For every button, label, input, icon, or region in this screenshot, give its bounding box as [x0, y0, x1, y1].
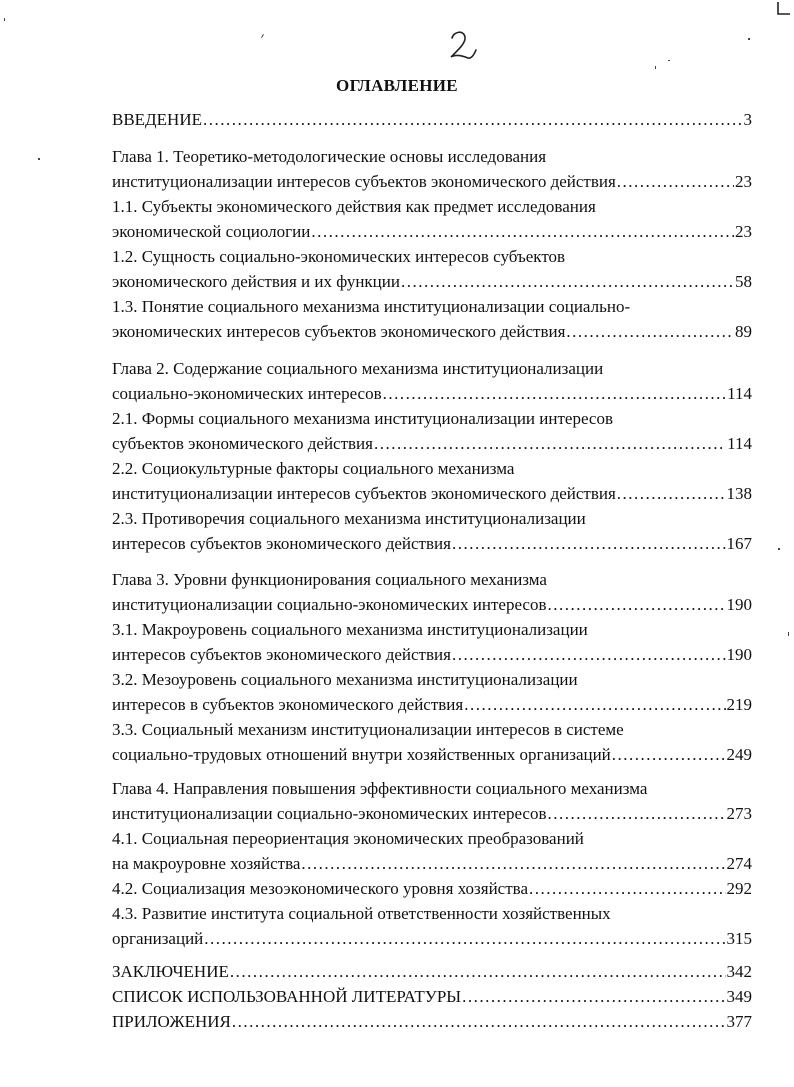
section-4-1-title: 4.1. Социальная переориентация экономических преобразований — [112, 829, 584, 848]
entry-page: 138 — [726, 484, 752, 503]
section-2-2-cont — [112, 484, 752, 504]
entry-page: 274 — [726, 854, 752, 873]
entry-label: экономического действия и их функции — [112, 272, 400, 291]
section-1-1-cont — [112, 222, 752, 242]
scan-speck — [778, 548, 780, 550]
leader-dots — [452, 645, 726, 665]
entry-page: 23 — [735, 222, 752, 241]
entry-label: ЗАКЛЮЧЕНИЕ — [112, 962, 229, 981]
section-1-1-title: 1.1. Субъекты экономического действия как предмет исследования — [112, 197, 596, 216]
entry-label: ПРИЛОЖЕНИЯ — [112, 1012, 231, 1031]
scan-speck — [4, 18, 5, 21]
scan-speck — [655, 66, 656, 69]
corner-mark-icon — [774, 0, 792, 20]
leader-dots — [374, 434, 726, 454]
section-2-1-title: 2.1. Формы социального механизма институционализации интересов — [112, 409, 613, 428]
toc-entry-conclusion — [112, 962, 752, 982]
section-4-2-title — [112, 879, 752, 899]
leader-dots — [401, 272, 734, 292]
chapter-3-title-cont — [112, 595, 752, 615]
section-1-2-title: 1.2. Сущность социально-экономических интересов субъектов — [112, 247, 566, 266]
entry-page: 342 — [726, 962, 752, 981]
scan-speck — [748, 38, 750, 40]
section-4-3-title: 4.3. Развитие института социальной ответственности хозяйственных — [112, 904, 611, 923]
entry-page: 23 — [735, 172, 752, 191]
entry-label: социально-трудовых отношений внутри хозяйственных организаций — [112, 745, 611, 764]
entry-page: 190 — [726, 595, 752, 614]
entry-label: институционализации социально-экономических интересов — [112, 595, 547, 614]
chapter-4-title-cont — [112, 804, 752, 824]
leader-dots — [462, 987, 725, 1007]
handwritten-page-number — [446, 28, 478, 62]
entry-page: 349 — [726, 987, 752, 1006]
chapter-2-title: Глава 2. Содержание социального механизма институционализации — [112, 359, 604, 378]
leader-dots — [612, 745, 726, 765]
entry-page: 249 — [726, 745, 752, 764]
leader-dots — [566, 322, 734, 342]
section-1-2-cont — [112, 272, 752, 292]
leader-dots — [547, 595, 725, 615]
entry-page: 315 — [726, 929, 752, 948]
section-2-3-cont — [112, 534, 752, 554]
toc-entry-appendices — [112, 1012, 752, 1032]
section-4-1-cont — [112, 854, 752, 874]
section-1-3-cont — [112, 322, 752, 342]
leader-dots — [311, 222, 734, 242]
entry-label: организаций — [112, 929, 204, 948]
leader-dots — [383, 384, 726, 404]
entry-label: интересов в субъектов экономического действия — [112, 695, 464, 714]
entry-page: 292 — [726, 879, 752, 898]
section-3-2-title: 3.2. Мезоуровень социального механизма институционализации — [112, 670, 578, 689]
scan-speck — [668, 60, 670, 61]
scan-speck — [261, 34, 264, 38]
entry-page: 167 — [726, 534, 752, 553]
leader-dots — [464, 695, 725, 715]
chapter-1-title: Глава 1. Теоретико-методологические основы исследования — [112, 147, 547, 166]
entry-label: институционализации социально-экономических интересов — [112, 804, 547, 823]
section-3-1-title: 3.1. Макроуровень социального механизма институционализации — [112, 620, 588, 639]
chapter-4-title: Глава 4. Направления повышения эффективности социального механизма — [112, 779, 648, 798]
section-3-3-title: 3.3. Социальный механизм институционализации интересов в системе — [112, 720, 624, 739]
section-3-2-cont — [112, 695, 752, 715]
entry-page: 190 — [726, 645, 752, 664]
leader-dots — [617, 172, 734, 192]
entry-label: экономической социологии — [112, 222, 311, 241]
toc-entry-bibliography — [112, 987, 752, 1007]
scan-speck — [788, 632, 789, 636]
section-1-3-title: 1.3. Понятие социального механизма институционализации социально- — [112, 297, 631, 316]
entry-label: интересов субъектов экономического действия — [112, 645, 451, 664]
leader-dots — [230, 962, 726, 982]
leader-dots — [232, 1012, 726, 1032]
entry-page: 114 — [727, 384, 752, 403]
entry-page: 3 — [743, 110, 752, 129]
chapter-2-title-cont — [112, 384, 752, 404]
entry-label: СПИСОК ИСПОЛЬЗОВАННОЙ ЛИТЕРАТУРЫ — [112, 987, 462, 1006]
leader-dots — [204, 929, 725, 949]
entry-label: ВВЕДЕНИЕ — [112, 110, 202, 129]
entry-page: 114 — [727, 434, 752, 453]
entry-label: 4.2. Социализация мезоэкономического уровня хозяйства — [112, 879, 529, 898]
section-2-2-title: 2.2. Социокультурные факторы социального механизма — [112, 459, 515, 478]
section-2-1-cont — [112, 434, 752, 454]
entry-label: субъектов экономического действия — [112, 434, 373, 453]
toc-entry-introduction — [112, 110, 752, 130]
entry-page: 58 — [735, 272, 752, 291]
leader-dots — [529, 879, 725, 899]
entry-label: на макроуровне хозяйства — [112, 854, 301, 873]
section-3-3-cont — [112, 745, 752, 765]
leader-dots — [547, 804, 725, 824]
entry-page: 219 — [726, 695, 752, 714]
entry-label: экономических интересов субъектов экономического действия — [112, 322, 566, 341]
chapter-1-title-cont — [112, 172, 752, 192]
entry-page: 377 — [726, 1012, 752, 1031]
leader-dots — [452, 534, 726, 554]
chapter-3-title: Глава 3. Уровни функционирования социального механизма — [112, 570, 547, 589]
entry-label: интересов субъектов экономического действия — [112, 534, 451, 553]
section-2-3-title: 2.3. Противоречия социального механизма институционализации — [112, 509, 586, 528]
section-4-3-cont — [112, 929, 752, 949]
entry-label: социально-экономических интересов — [112, 384, 382, 403]
entry-label: институционализации интересов субъектов экономического действия — [112, 484, 616, 503]
leader-dots — [617, 484, 726, 504]
leader-dots — [203, 110, 743, 130]
entry-page: 273 — [726, 804, 752, 823]
toc-title: ОГЛАВЛЕНИЕ — [336, 76, 458, 95]
scan-speck — [38, 158, 40, 160]
entry-label: институционализации интересов субъектов экономического действия — [112, 172, 616, 191]
entry-page: 89 — [735, 322, 752, 341]
leader-dots — [301, 854, 725, 874]
section-3-1-cont — [112, 645, 752, 665]
